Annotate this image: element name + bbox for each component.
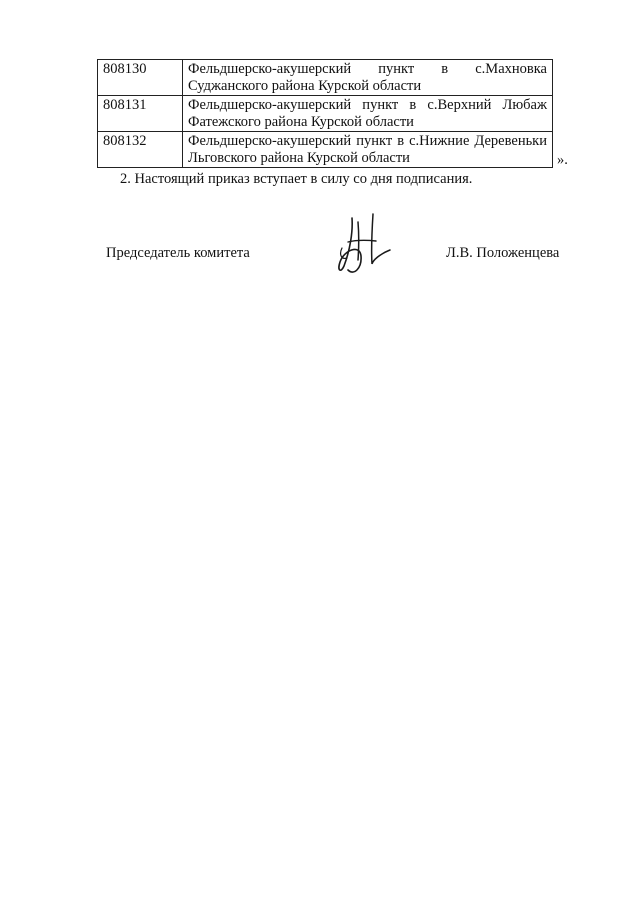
name-cell: Фельдшерско-акушерский пункт в с.Верхний Любаж Фатежского района Курской области <box>183 96 553 132</box>
code-cell: 808131 <box>98 96 183 132</box>
table-row <box>98 60 553 96</box>
table-row <box>98 96 553 132</box>
registry-table <box>97 59 553 168</box>
handwritten-signature-icon <box>330 210 392 280</box>
name-cell: Фельдшерско-акушерский пункт в с.Нижние Деревеньки Льговского района Курской области <box>183 132 553 168</box>
table-row <box>98 132 553 168</box>
signer-name: Л.В. Положенцева <box>446 245 560 261</box>
signer-title: Председатель комитета <box>106 245 250 261</box>
name-cell: Фельдшерско-акушерский пункт в с.Махновка Суджанского района Курской области <box>183 60 553 96</box>
order-clause: 2. Настоящий приказ вступает в силу со дня подписания. <box>120 171 473 187</box>
closing-quote-mark: ». <box>557 152 568 168</box>
code-cell: 808132 <box>98 132 183 168</box>
code-cell: 808130 <box>98 60 183 96</box>
